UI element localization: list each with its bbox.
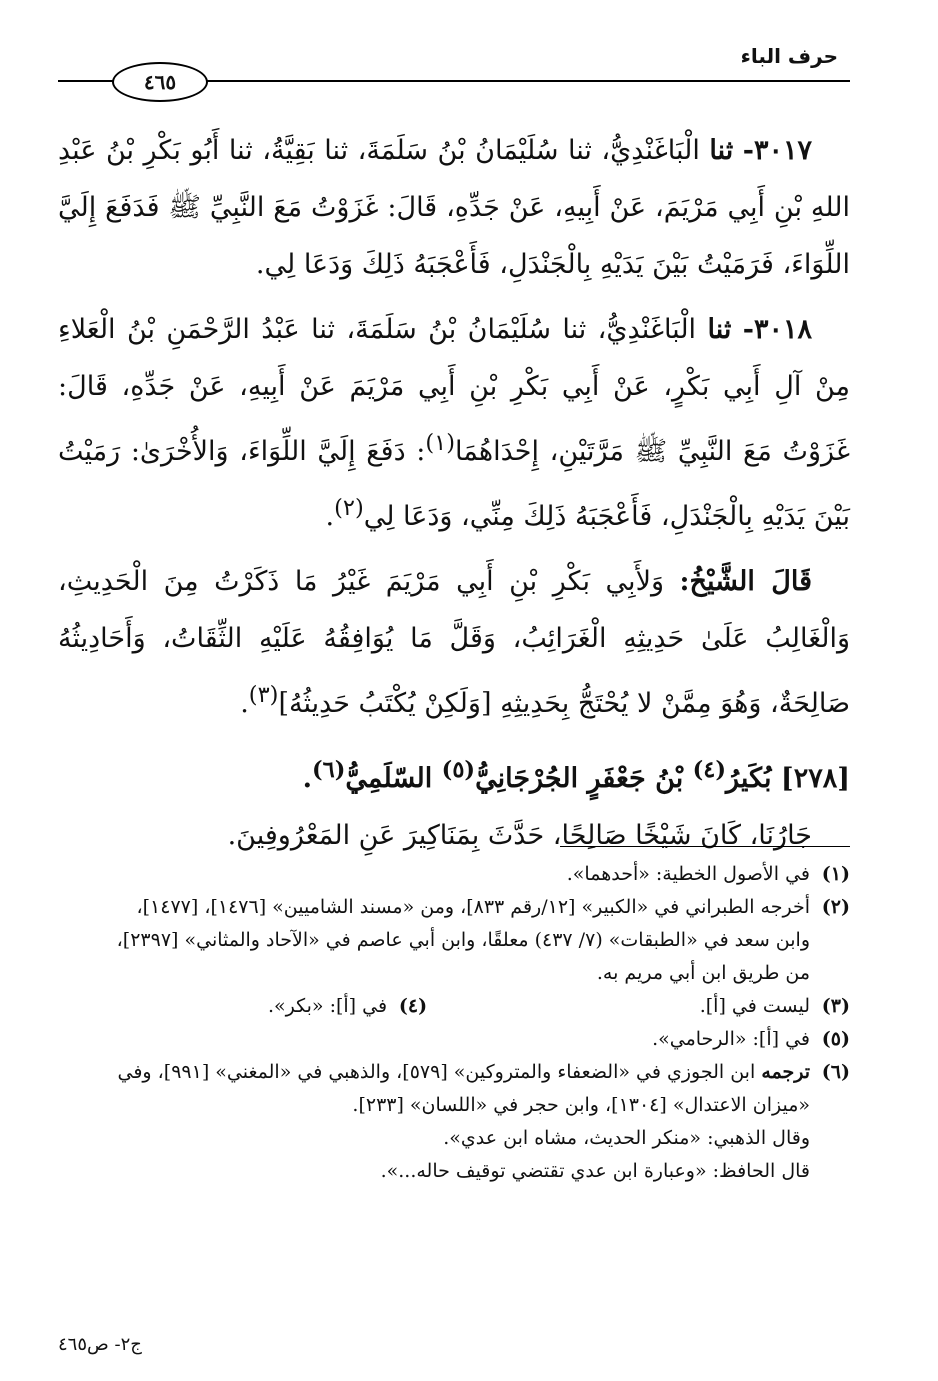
footnote-ref-3: (٣) [248,682,279,708]
page-number-badge [112,62,208,102]
footnote-3 [700,990,850,1023]
running-head: حرف الباء [740,44,838,68]
sheikh-lead: قَالَ الشَّيْخُ: [679,566,812,597]
footnote-row-3-4 [58,990,850,1023]
footnotes [58,858,850,1188]
hadith-text-part-1: الْبَاغَنْدِيُّ، ثنا سُلَيْمَانُ بْنُ سَلَمَةَ، ثنا عَبْدُ الرَّحْمَنِ بْنُ الْعَلاءِ مِنْ آلِ أَبِي بَكْرٍ، عَنْ أَبِي بَكْرِ بْنِ أَبِي مَرْيَمَ عَنْ أَبِيهِ، عَنْ جَدِّهِ، قَالَ: غَزَوْتُ مَعَ النَّبِيِّ ﷺ مَرَّتَيْنِ، إِحْدَاهُمَا [58,314,850,467]
hadith-text: الْبَاغَنْدِيُّ، ثنا سُلَيْمَانُ بْنُ سَلَمَةَ، ثنا بَقِيَّةُ، ثنا أَبُو بَكْرِ بْنُ عَبْدِ اللهِ بْنِ أَبِي مَرْيَمَ، عَنْ أَبِيهِ، عَنْ جَدِّهِ، قَالَ: غَزَوْتُ مَعَ النَّبِيِّ ﷺ فَدَفَعَ إِلَيَّ اللِّوَاءَ، فَرَمَيْتُ بَيْنَ يَدَيْهِ بِالْجَنْدَلِ، فَأَعْجَبَهُ ذَلِكَ وَدَعَا لِي. [58,135,850,280]
footnote-2 [58,891,850,924]
footnote-number: (٤) [398,995,428,1017]
entry-name-1: بُكَيرُ [726,763,772,794]
footnote-number: (٥) [821,1028,850,1050]
footnote-5 [58,1023,850,1056]
footnote-rule [560,846,850,847]
entry-text: جَارُنَا، كَانَ شَيْخًا صَالِحًا، حَدَّثَ بِمَنَاكِيرَ عَنِ المَعْرُوفِينَ. [227,820,812,851]
page-number: ٤٦٥ [143,70,177,94]
footnote-6-line-2: «ميزان الاعتدال» [١٣٠٤]، وابن حجر في «اللسان» [٢٣٣]. [352,1094,810,1116]
sheikh-text: وَلأَبِي بَكْرِ بْنِ أَبِي مَرْيَمَ غَيْرُ مَا ذَكَرْتُ مِنَ الْحَدِيثِ، وَالْغَالِبُ عَلَىٰ حَدِيثِهِ الْغَرَائِبُ، وَقَلَّ مَا يُوَافِقُهُ عَلَيْهِ الثِّقَاتُ، وَأَحَادِيثُهُ صَالِحَةٌ، وَهُوَ مِمَّنْ لا يُحْتَجُّ بِحَدِيثِهِ [وَلَكِنْ يُكْتَبُ حَدِيثُهُ] [58,566,850,719]
footnote-4 [268,990,427,1023]
footnote-ref-4: (٤) [692,757,727,783]
hadith-number: ٣٠١٨- [742,314,812,345]
footnote-number: (٣) [821,995,850,1017]
footnote-line-1: ابن الجوزي في «الضعفاء والمتروكين» [٥٧٩]، والذهبي في «المغني» [٩٩١]، وفي [117,1061,756,1083]
sheikh-end: . [240,688,249,719]
footnote-ref-6: (٦) [311,757,346,783]
hadith-lead: ثنا [707,314,732,345]
hadith-number: ٣٠١٧- [742,135,812,166]
footnote-6-line-3: وقال الذهبي: «منكر الحديث، مشاه ابن عدي». [443,1127,810,1149]
footnote-text: في [أ]: «الرحامي». [652,1028,810,1050]
hadith-3017 [58,122,850,293]
footnote-number: (١) [821,863,850,885]
footnote-text: في [أ]: «بكر». [268,995,388,1017]
volume-page-reference: ج٢- ص٤٦٥ [58,1334,142,1355]
footnote-text: أخرجه الطبراني في «الكبير» [١٢/رقم ٨٣٣]، ومن «مسند الشاميين» [١٤٧٦]، [١٤٧٧]، [136,896,810,918]
footnote-ref-5: (٥) [441,757,476,783]
footnote-text: في الأصول الخطية: «أحدهما». [566,863,810,885]
footnote-2-line-2: وابن سعد في «الطبقات» (٧/ ٤٣٧) معلقًا، وابن أبي عاصم في «الآحاد والمثاني» [٢٣٩٧]، [116,929,810,951]
footnote-text: ليست في [أ]. [699,995,810,1017]
footnote-number: (٦) [821,1061,850,1083]
entry-name-2: بْنُ جَعْفَرٍ الجُرْجَانِيُّ [475,763,684,794]
footnote-text [58,1056,810,1089]
footnote-ref-2: (٢) [334,495,364,521]
footnote-ref-1: (١) [425,430,456,456]
entry-name-3: السّلَمِيُّ [345,763,433,794]
hadith-end: . [325,501,335,532]
footnote-1 [58,858,850,891]
sheikh-comment [58,553,850,732]
footnote-6 [58,1056,850,1089]
footnote-lead: ترجمه [761,1061,810,1083]
footnote-2-line-3: من طريق ابن أبي مريم به. [596,962,810,984]
entry-number: [٢٧٨] [780,763,850,794]
hadith-3018 [58,301,850,545]
entry-heading [58,742,850,807]
footnote-6-line-4: قال الحافظ: «وعبارة ابن عدي تقتضي توقيف حاله...». [380,1160,810,1182]
hadith-text-part-2: : دَفَعَ إِلَيَّ اللِّوَاءَ، وَالأُخْرَىٰ: رَمَيْتُ بَيْنَ يَدَيْهِ بِالْجَنْدَلِ، فَأَعْجَبَهُ ذَلِكَ مِنِّي، وَدَعَا لِي [58,436,850,532]
hadith-lead: ثنا [709,135,734,166]
entry-end: . [302,763,312,794]
footnote-number: (٢) [821,896,850,918]
main-text [58,122,850,870]
